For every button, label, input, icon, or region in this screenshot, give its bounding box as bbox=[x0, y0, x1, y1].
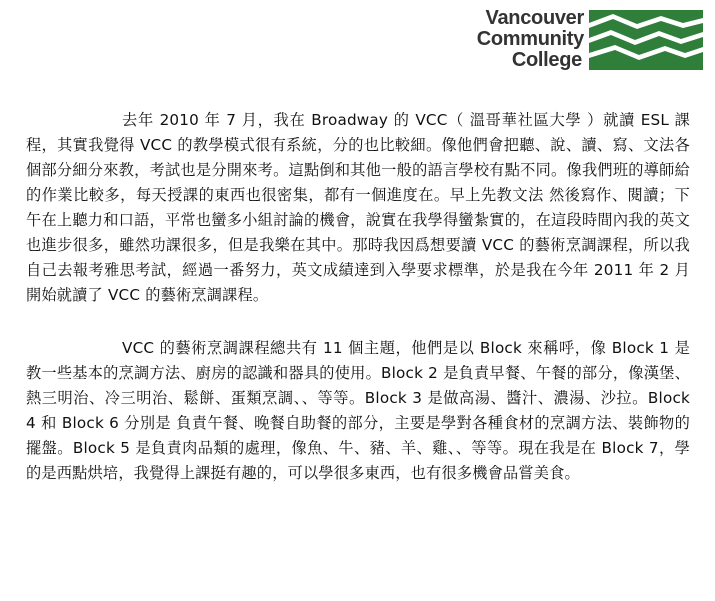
paragraph-2: VCC 的藝術烹調課程總共有 11 個主題，他們是以 Block 來稱呼，像 Block 1 是教一些基本的烹調方法、廚房的認識和器具的使用。Block 2 是負責早餐、午餐的部分，像漢堡、熱三明治、冷三明治、鬆餅、蛋類烹調、、等等。Block 3 是做高湯、醬汁、濃湯、沙拉。Block 4 和 Block 6 分別是 負責午餐、晚餐自助餐的部分，主要是學對各種食材的烹調方法、裝飾物的擺盤。Block 5 是負責肉品類的處理，像魚、牛、豬、羊、雞、、等等。現在我是在 Block 7，學的是西點烘培，我覺得上課挺有趣的，可以學很多東西，也有很多機會品嘗美食。 bbox=[26, 339, 690, 482]
paragraph-1: 去年 2010 年 7 月，我在 Broadway 的 VCC（ 溫哥華社區大學 ）就讀 ESL 課程，其實我覺得 VCC 的教學模式很有系統，分的也比較細。像他們會把聽、說、讀、寫、文法各個部分細分來教，考試也是分開來考。這點倒和其他一般的語言學校有點不同。像我們班的導師給的作業比較多，每天授課的東西也很密集，都有一個進度在。早上先教文法 然後寫作、閱讀；下午在上聽力和口語，平常也蠻多小組討論的機會，說實在我學得蠻紮實的，在這段時間內我的英文也進步很多，雖然功課很多，但是我樂在其中。那時我因爲想要讀 VCC 的藝術烹調課程，所以我自己去報考雅思考試，經過一番努力，英文成績達到入學要求標準，於是我在今年 2011 年 2 月開始就讀了 VCC 的藝術烹調課程。 bbox=[26, 111, 690, 304]
logo-line-community: Community bbox=[476, 28, 584, 50]
logo-line-college: College bbox=[511, 49, 582, 71]
logo-wordmark bbox=[458, 8, 584, 70]
logo-line-vancouver: Vancouver bbox=[485, 7, 584, 29]
vcc-mountain-stripes-icon bbox=[589, 10, 703, 70]
document-body bbox=[26, 108, 690, 486]
vcc-logo bbox=[458, 8, 708, 76]
